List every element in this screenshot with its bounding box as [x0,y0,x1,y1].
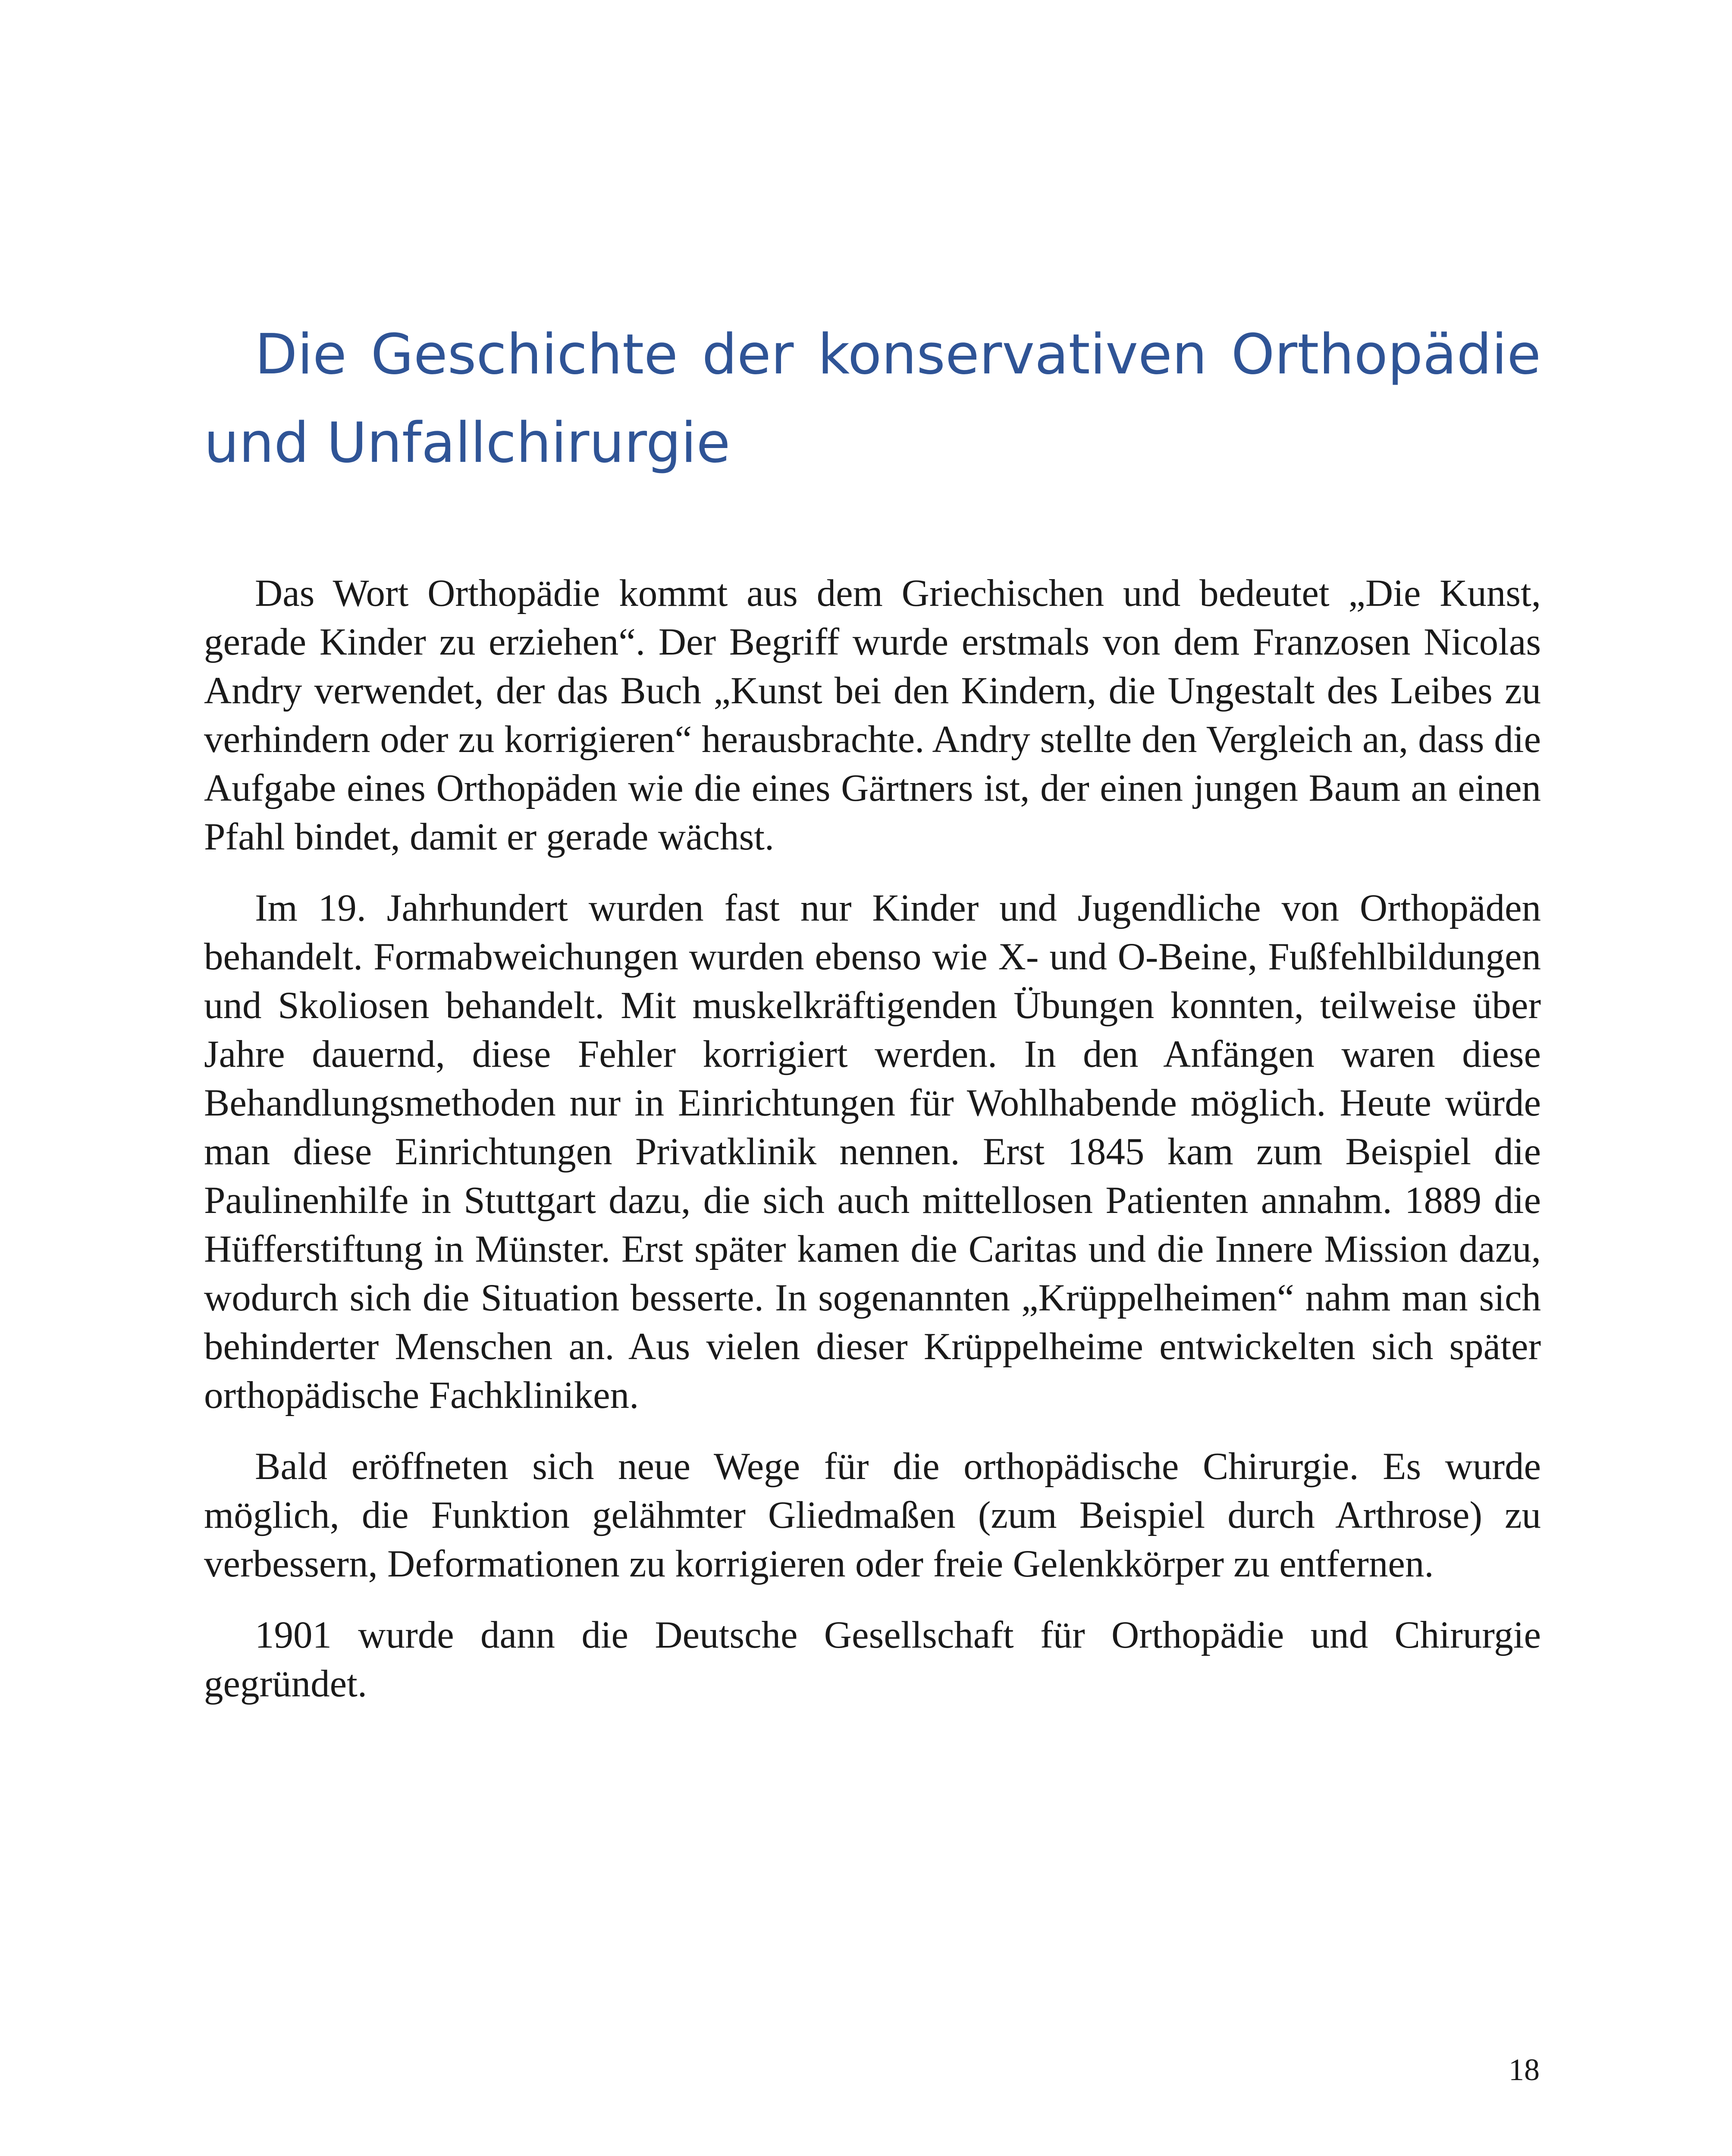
page-title: Die Geschichte der konservativen Orthopädie und Unfallchirurgie [204,323,1541,475]
paragraph-3: Bald eröffneten sich neue Wege für die orthopädische Chirurgie. Es wurde möglich, die Funktion gelähmter Gliedmaßen (zum Beispiel durch Arthrose) zu verbessern, Deformationen zu korrigieren oder freie Gelenkkörper zu entfernen. [204,1445,1541,1585]
paragraph-1: Das Wort Orthopädie kommt aus dem Griechischen und bedeutet „Die Kunst, gerade Kinder zu erziehen“. Der Begriff wurde erstmals von dem Franzosen Nicolas Andry verwendet, der das Buch „Kunst bei den Kindern, die Ungestalt des Leibes zu verhindern oder zu korrigieren“ herausbrachte. Andry stellte den Vergleich an, dass die Aufgabe eines Orthopäden wie die eines Gärtners ist, der einen jungen Baum an einen Pfahl bindet, damit er gerade wächst. [204,572,1541,858]
body-text [204,569,1541,1731]
page-number: 18 [1509,2053,1540,2087]
paragraph-4: 1901 wurde dann die Deutsche Gesellschaft für Orthopädie und Chirurgie gegründet. [204,1614,1541,1705]
paragraph-2: Im 19. Jahrhundert wurden fast nur Kinder und Jugendliche von Orthopäden behandelt. Formabweichungen wurden ebenso wie X- und O-Beine, Fußfehlbildungen und Skoliosen behandelt. Mit muskelkräftigenden Übungen konnten, teilweise über Jahre dauernd, diese Fehler korrigiert werden. In den Anfängen waren diese Behandlungsmethoden nur in Einrichtungen für Wohlhabende möglich. Heute würde man diese Einrichtungen Privatklinik nennen. Erst 1845 kam zum Beispiel die Paulinenhilfe in Stuttgart dazu, die sich auch mittellosen Patienten annahm. 1889 die Hüfferstiftung in Münster. Erst später kamen die Caritas und die Innere Mission dazu, wodurch sich die Situation besserte. In sogenannten „Krüppelheimen“ nahm man sich behinderter Menschen an. Aus vielen dieser Krüppelheime entwickelten sich später orthopädische Fachkliniken. [204,887,1541,1416]
